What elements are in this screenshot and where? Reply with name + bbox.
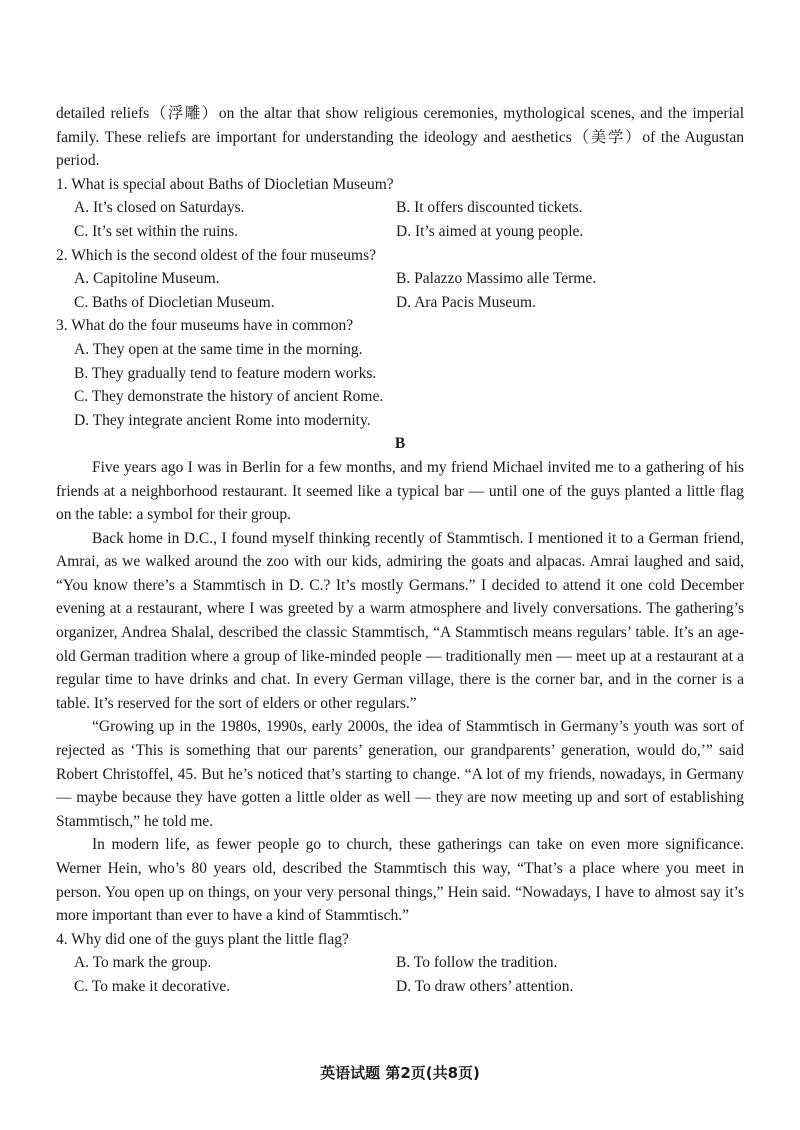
passage-b-paragraph-3: “Growing up in the 1980s, 1990s, early 2000s, the idea of Stammtisch in Germany’s youth was sort of rejected as ‘This is something that our parents’ generation, our grandparents’ generation, would do,’” said Robert Christoffel, 45. But he’s noticed that’s starting to change. “A lot of my friends, nowadays, in Germany — maybe because they have gotten a little older as well — they are now meeting up and sort of establishing Stammtisch,” he told me. [56,718,744,830]
option-b: B. To follow the tradition. [396,954,558,972]
option-a: A. To mark the group. [74,954,212,972]
passage-b-paragraph-1: Five years ago I was in Berlin for a few months, and my friend Michael invited me to a gathering of his friends at a neighborhood restaurant. It seemed like a typical bar — until one of the guys planted a little flag on the table: a symbol for their group. [56,458,744,524]
option-b: B. Palazzo Massimo alle Terme. [396,270,597,288]
option-c: C. Baths of Diocletian Museum. [74,293,275,311]
option-b: B. They gradually tend to feature modern works. [74,364,377,382]
passage-b-paragraph-4: In modern life, as fewer people go to church, these gatherings can take on even more significance. Werner Hein, who’s 80 years old, described the Stammtisch this way, “That’s a place where you meet in person. You open up on things, on your very personal things,” Hein said. “Nowadays, I have to almost say it’s more important than ever to have a kind of Stammtisch.” [56,836,744,925]
question-3 [56,314,744,432]
question-stem: 1. What is special about Baths of Diocletian Museum? [56,175,394,193]
option-d: D. They integrate ancient Rome into modernity. [74,411,371,429]
page-footer: 英语试题 第2页(共8页) [320,1064,480,1082]
option-d: D. Ara Pacis Museum. [396,293,536,311]
section-b-heading: B [394,435,406,453]
options [56,196,744,243]
option-d: D. To draw others’ attention. [396,977,574,995]
question-4 [56,928,744,999]
options [56,951,744,998]
question-stem: 3. What do the four museums have in common? [56,317,354,335]
option-c: C. To make it decorative. [74,977,231,995]
option-b: B. It offers discounted tickets. [396,199,583,217]
intro-paragraph: detailed reliefs（浮雕）on the altar that show religious ceremonies, mythological scenes, and the imperial family. These reliefs are important for understanding the ideology and aesthetics（美学）of the Augustan period. [56,105,744,170]
option-a: A. Capitoline Museum. [74,270,220,288]
option-d: D. It’s aimed at young people. [396,222,584,240]
passage-b-paragraph-2: Back home in D.C., I found myself thinking recently of Stammtisch. I mentioned it to a German friend, Amrai, as we walked around the zoo with our kids, admiring the goats and alpacas. Amrai laughed and said, “You know there’s a Stammtisch in D. C.? It’s mostly Germans.” I decided to attend it one cold December evening at a restaurant, where I was greeted by a warm atmosphere and lively conversations. The gathering’s organizer, Andrea Shalal, described the classic Stammtisch, “A Stammtisch means regulars’ table. It’s an age-old German tradition where a group of like-minded people — traditionally men — meet up at a restaurant at a regular time to have drinks and chat. In every German village, there is the corner bar, and in the corner is a table. It’s reserved for the sort of elders or other regulars.” [56,529,744,712]
option-c: C. They demonstrate the history of ancient Rome. [74,388,384,406]
option-a: A. They open at the same time in the morning. [74,340,363,358]
options [56,338,744,432]
question-1 [56,173,744,244]
option-c: C. It’s set within the ruins. [74,222,239,240]
options [56,267,744,314]
question-2 [56,244,744,315]
option-a: A. It’s closed on Saturdays. [74,199,245,217]
question-stem: 4. Why did one of the guys plant the little flag? [56,930,349,948]
question-stem: 2. Which is the second oldest of the four museums? [56,246,376,264]
